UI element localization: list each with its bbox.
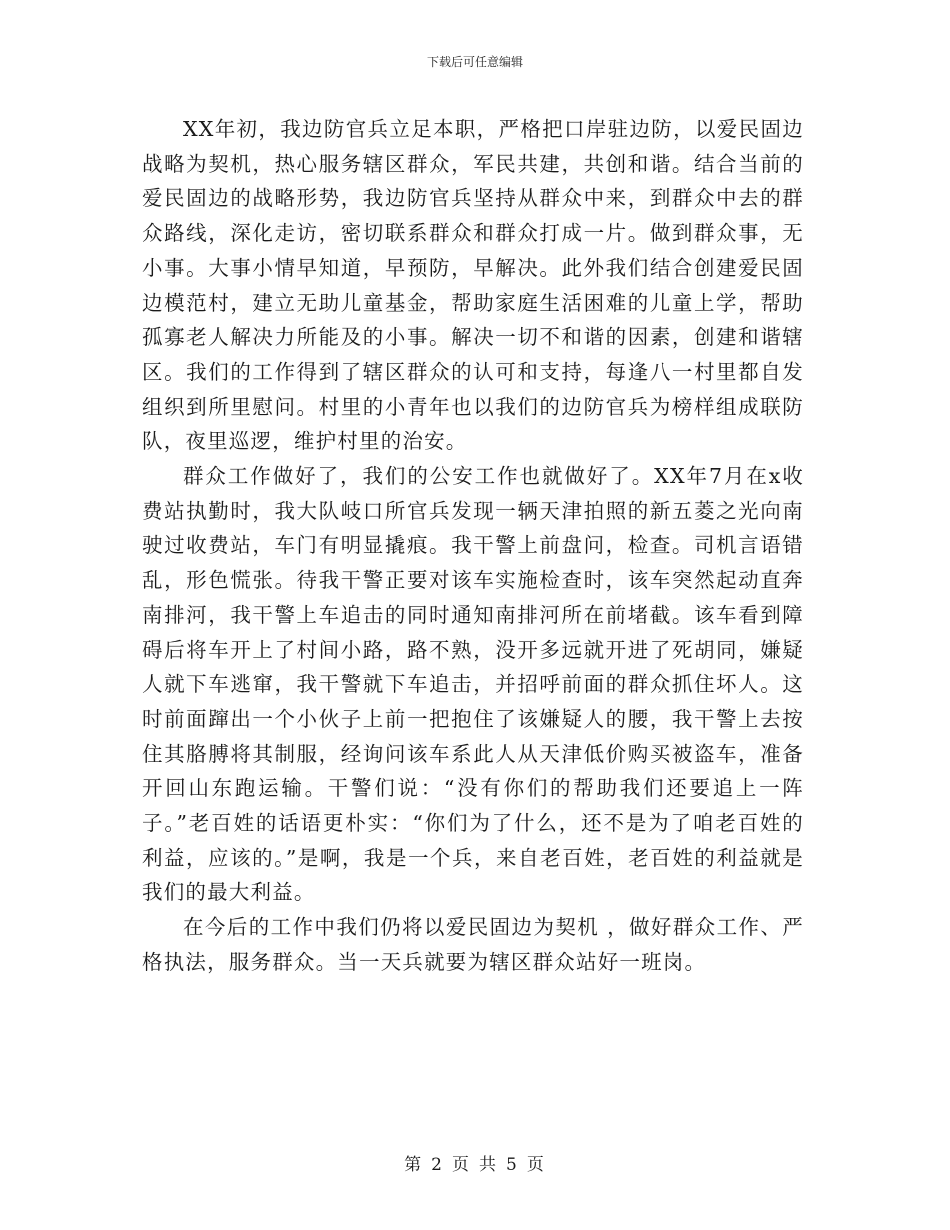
document-body (142, 112, 804, 980)
page-footer (0, 1153, 950, 1177)
footer-total-pages: 5 (506, 1155, 519, 1175)
footer-current-page: 2 (431, 1155, 444, 1175)
footer-prefix: 第 (404, 1155, 424, 1175)
paragraph-2: 群众工作做好了，我们的公安工作也就做好了。XX年7月在x收费站执勤时，我大队岐口所官兵发现一辆天津拍照的新五菱之光向南驶过收费站，车门有明显撬痕。我干警上前盘问，检查。司机言语错乱，形色慌张。待我干警正要对该车实施检查时，该车突然起动直奔南排河，我干警上车追击的同时通知南排河所在前堵截。该车看到障碍后将车开上了村间小路，路不熟，没开多远就开进了死胡同，嫌疑人就下车逃窜，我干警就下车追击，并招呼前面的群众抓住坏人。这时前面蹿出一个小伙子上前一把抱住了该嫌疑人的腰，我干警上去按住其胳膊将其制服，经询问该车系此人从天津低价购买被盗车，准备开回山东跑运输。干警们说：“没有你们的帮助我们还要追上一阵子。”老百姓的话语更朴实：“你们为了什么，还不是为了咱老百姓的利益，应该的。”是啊，我是一个兵，来自老百姓，老百姓的利益就是我们的最大利益。 (142, 464, 804, 905)
paragraph-1: XX年初，我边防官兵立足本职，严格把口岸驻边防，以爱民固边战略为契机，热心服务辖区群众，军民共建，共创和谐。结合当前的爱民固边的战略形势，我边防官兵坚持从群众中来，到群众中去的群众路线，深化走访，密切联系群众和群众打成一片。做到群众事，无小事。大事小情早知道，早预防，早解决。此外我们结合创建爱民固边模范村，建立无助儿童基金，帮助家庭生活困难的儿童上学，帮助孤寡老人解决力所能及的小事。解决一切不和谐的因素，创建和谐辖区。我们的工作得到了辖区群众的认可和支持，每逢八一村里都自发组织到所里慰问。村里的小青年也以我们的边防官兵为榜样组成联防队，夜里巡逻，维护村里的治安。 (142, 117, 804, 454)
paragraph-3: 在今后的工作中我们仍将以爱民固边为契机 ，做好群众工作、严格执法，服务群众。当一天兵就要为辖区群众站好一班岗。 (142, 915, 804, 974)
page-header-note: 下载后可任意编辑 (426, 55, 523, 69)
footer-total-word: 共 (479, 1155, 498, 1175)
footer-suffix: 页 (526, 1155, 546, 1175)
footer-page-word: 页 (452, 1155, 471, 1175)
